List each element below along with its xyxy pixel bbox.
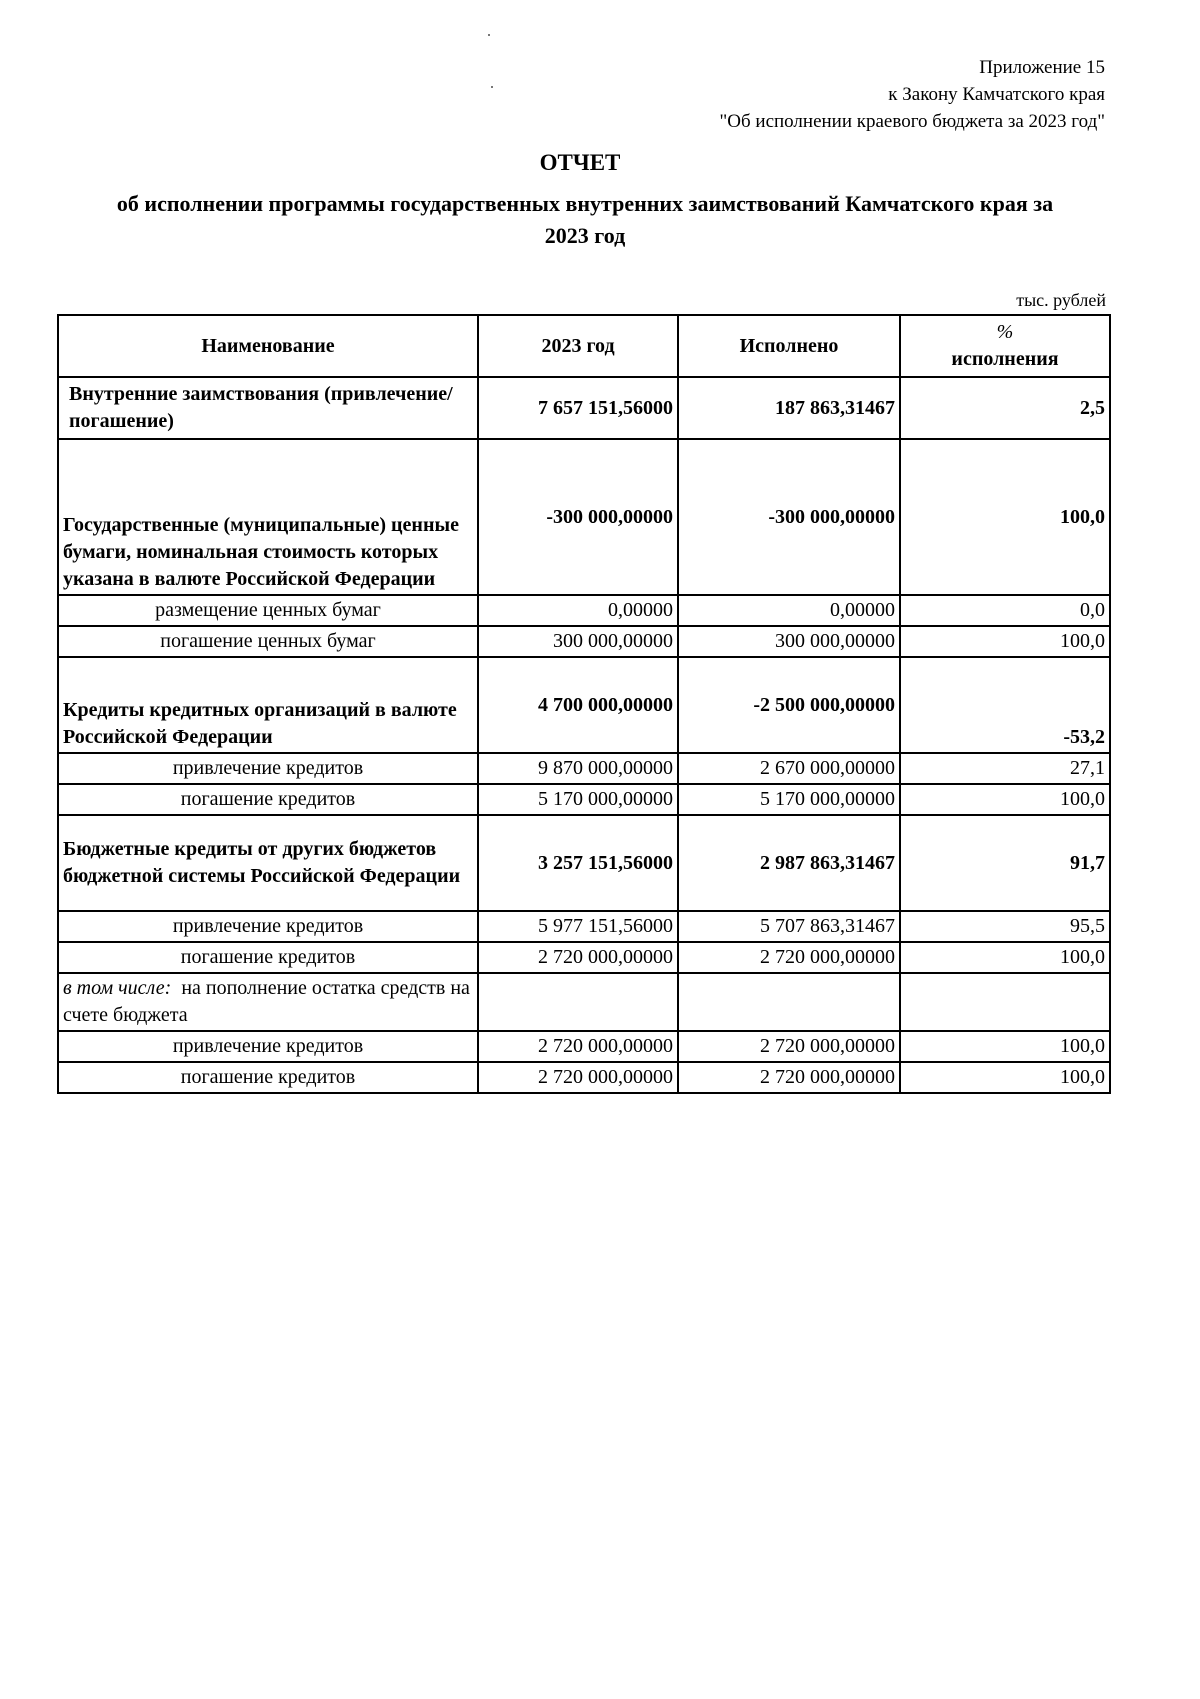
appendix-law-title: "Об исполнении краевого бюджета за 2023 год" [719,111,1105,132]
row-name: размещение ценных бумаг [58,595,478,626]
row-name [58,973,478,1031]
row-percent: 100,0 [900,1031,1110,1062]
row-percent [900,973,1110,1031]
table-row [58,626,1110,657]
row-plan: -300 000,00000 [478,439,678,595]
table-row [58,753,1110,784]
row-plan: 2 720 000,00000 [478,1031,678,1062]
row-name: Кредиты кредитных организаций в валюте Российской Федерации [58,657,478,753]
row-name: привлечение кредитов [58,911,478,942]
row-done: 0,00000 [678,595,900,626]
row-done: 2 987 863,31467 [678,815,900,911]
report-subtitle [60,188,1110,252]
row-done: 187 863,31467 [678,377,900,439]
row-plan: 5 170 000,00000 [478,784,678,815]
row-percent: 100,0 [900,439,1110,595]
row-percent: 100,0 [900,784,1110,815]
row-name-text: на пополнение остатка средств на счете бюджета [63,977,470,1026]
row-name: погашение кредитов [58,784,478,815]
table-row [58,1062,1110,1093]
report-subtitle-line1: об исполнении программы государственных внутренних заимствований Камчатского края за [116,191,1054,216]
row-percent: 95,5 [900,911,1110,942]
row-done: 2 720 000,00000 [678,942,900,973]
row-percent: 0,0 [900,595,1110,626]
appendix-header [720,54,1105,135]
row-percent: 91,7 [900,815,1110,911]
column-header-done: Исполнено [678,315,900,377]
row-done: 5 707 863,31467 [678,911,900,942]
table-row [58,784,1110,815]
row-name-italic: в том числе: [63,977,172,999]
row-done: 2 720 000,00000 [678,1031,900,1062]
table-row [58,377,1110,439]
row-plan: 300 000,00000 [478,626,678,657]
row-plan: 0,00000 [478,595,678,626]
table-row [58,911,1110,942]
borrowings-table [57,314,1111,1094]
row-done: 2 670 000,00000 [678,753,900,784]
table-header-row [58,315,1110,377]
appendix-law: к Закону Камчатского края [888,84,1105,105]
row-plan: 2 720 000,00000 [478,1062,678,1093]
row-done: -300 000,00000 [678,439,900,595]
row-plan: 3 257 151,56000 [478,815,678,911]
row-name: погашение кредитов [58,942,478,973]
scan-speck [491,86,493,88]
row-percent: 2,5 [900,377,1110,439]
row-name: Внутренние заимствования (привлечение/погашение) [58,377,478,439]
row-done: 300 000,00000 [678,626,900,657]
row-name: погашение ценных бумаг [58,626,478,657]
row-percent: 100,0 [900,942,1110,973]
table-row [58,1031,1110,1062]
row-plan: 7 657 151,56000 [478,377,678,439]
table-row [58,815,1110,911]
row-done: 5 170 000,00000 [678,784,900,815]
row-name: Бюджетные кредиты от других бюджетов бюджетной системы Российской Федерации [58,815,478,911]
row-name: привлечение кредитов [58,1031,478,1062]
row-name: погашение кредитов [58,1062,478,1093]
row-name: Государственные (муниципальные) ценные бумаги, номинальная стоимость которых указана в валюте Российской Федерации [58,439,478,595]
appendix-number: Приложение 15 [979,57,1105,78]
row-percent: 100,0 [900,1062,1110,1093]
row-percent: -53,2 [900,657,1110,753]
percent-label: исполнения [951,348,1059,370]
row-done: -2 500 000,00000 [678,657,900,753]
row-plan: 2 720 000,00000 [478,942,678,973]
row-plan: 5 977 151,56000 [478,911,678,942]
row-plan: 9 870 000,00000 [478,753,678,784]
table-row [58,942,1110,973]
column-header-percent [900,315,1110,377]
table-row [58,439,1110,595]
row-percent: 27,1 [900,753,1110,784]
row-done: 2 720 000,00000 [678,1062,900,1093]
units-label: тыс. рублей [1016,290,1106,310]
table-row [58,973,1110,1031]
column-header-name: Наименование [58,315,478,377]
column-header-plan: 2023 год [478,315,678,377]
row-plan [478,973,678,1031]
table-row [58,595,1110,626]
table-row [58,657,1110,753]
report-subtitle-line2: 2023 год [544,223,626,248]
scan-speck [488,34,490,36]
row-name: привлечение кредитов [58,753,478,784]
row-done [678,973,900,1031]
report-title: ОТЧЕТ [539,150,621,175]
percent-symbol: % [996,321,1014,343]
row-plan: 4 700 000,00000 [478,657,678,753]
row-percent: 100,0 [900,626,1110,657]
